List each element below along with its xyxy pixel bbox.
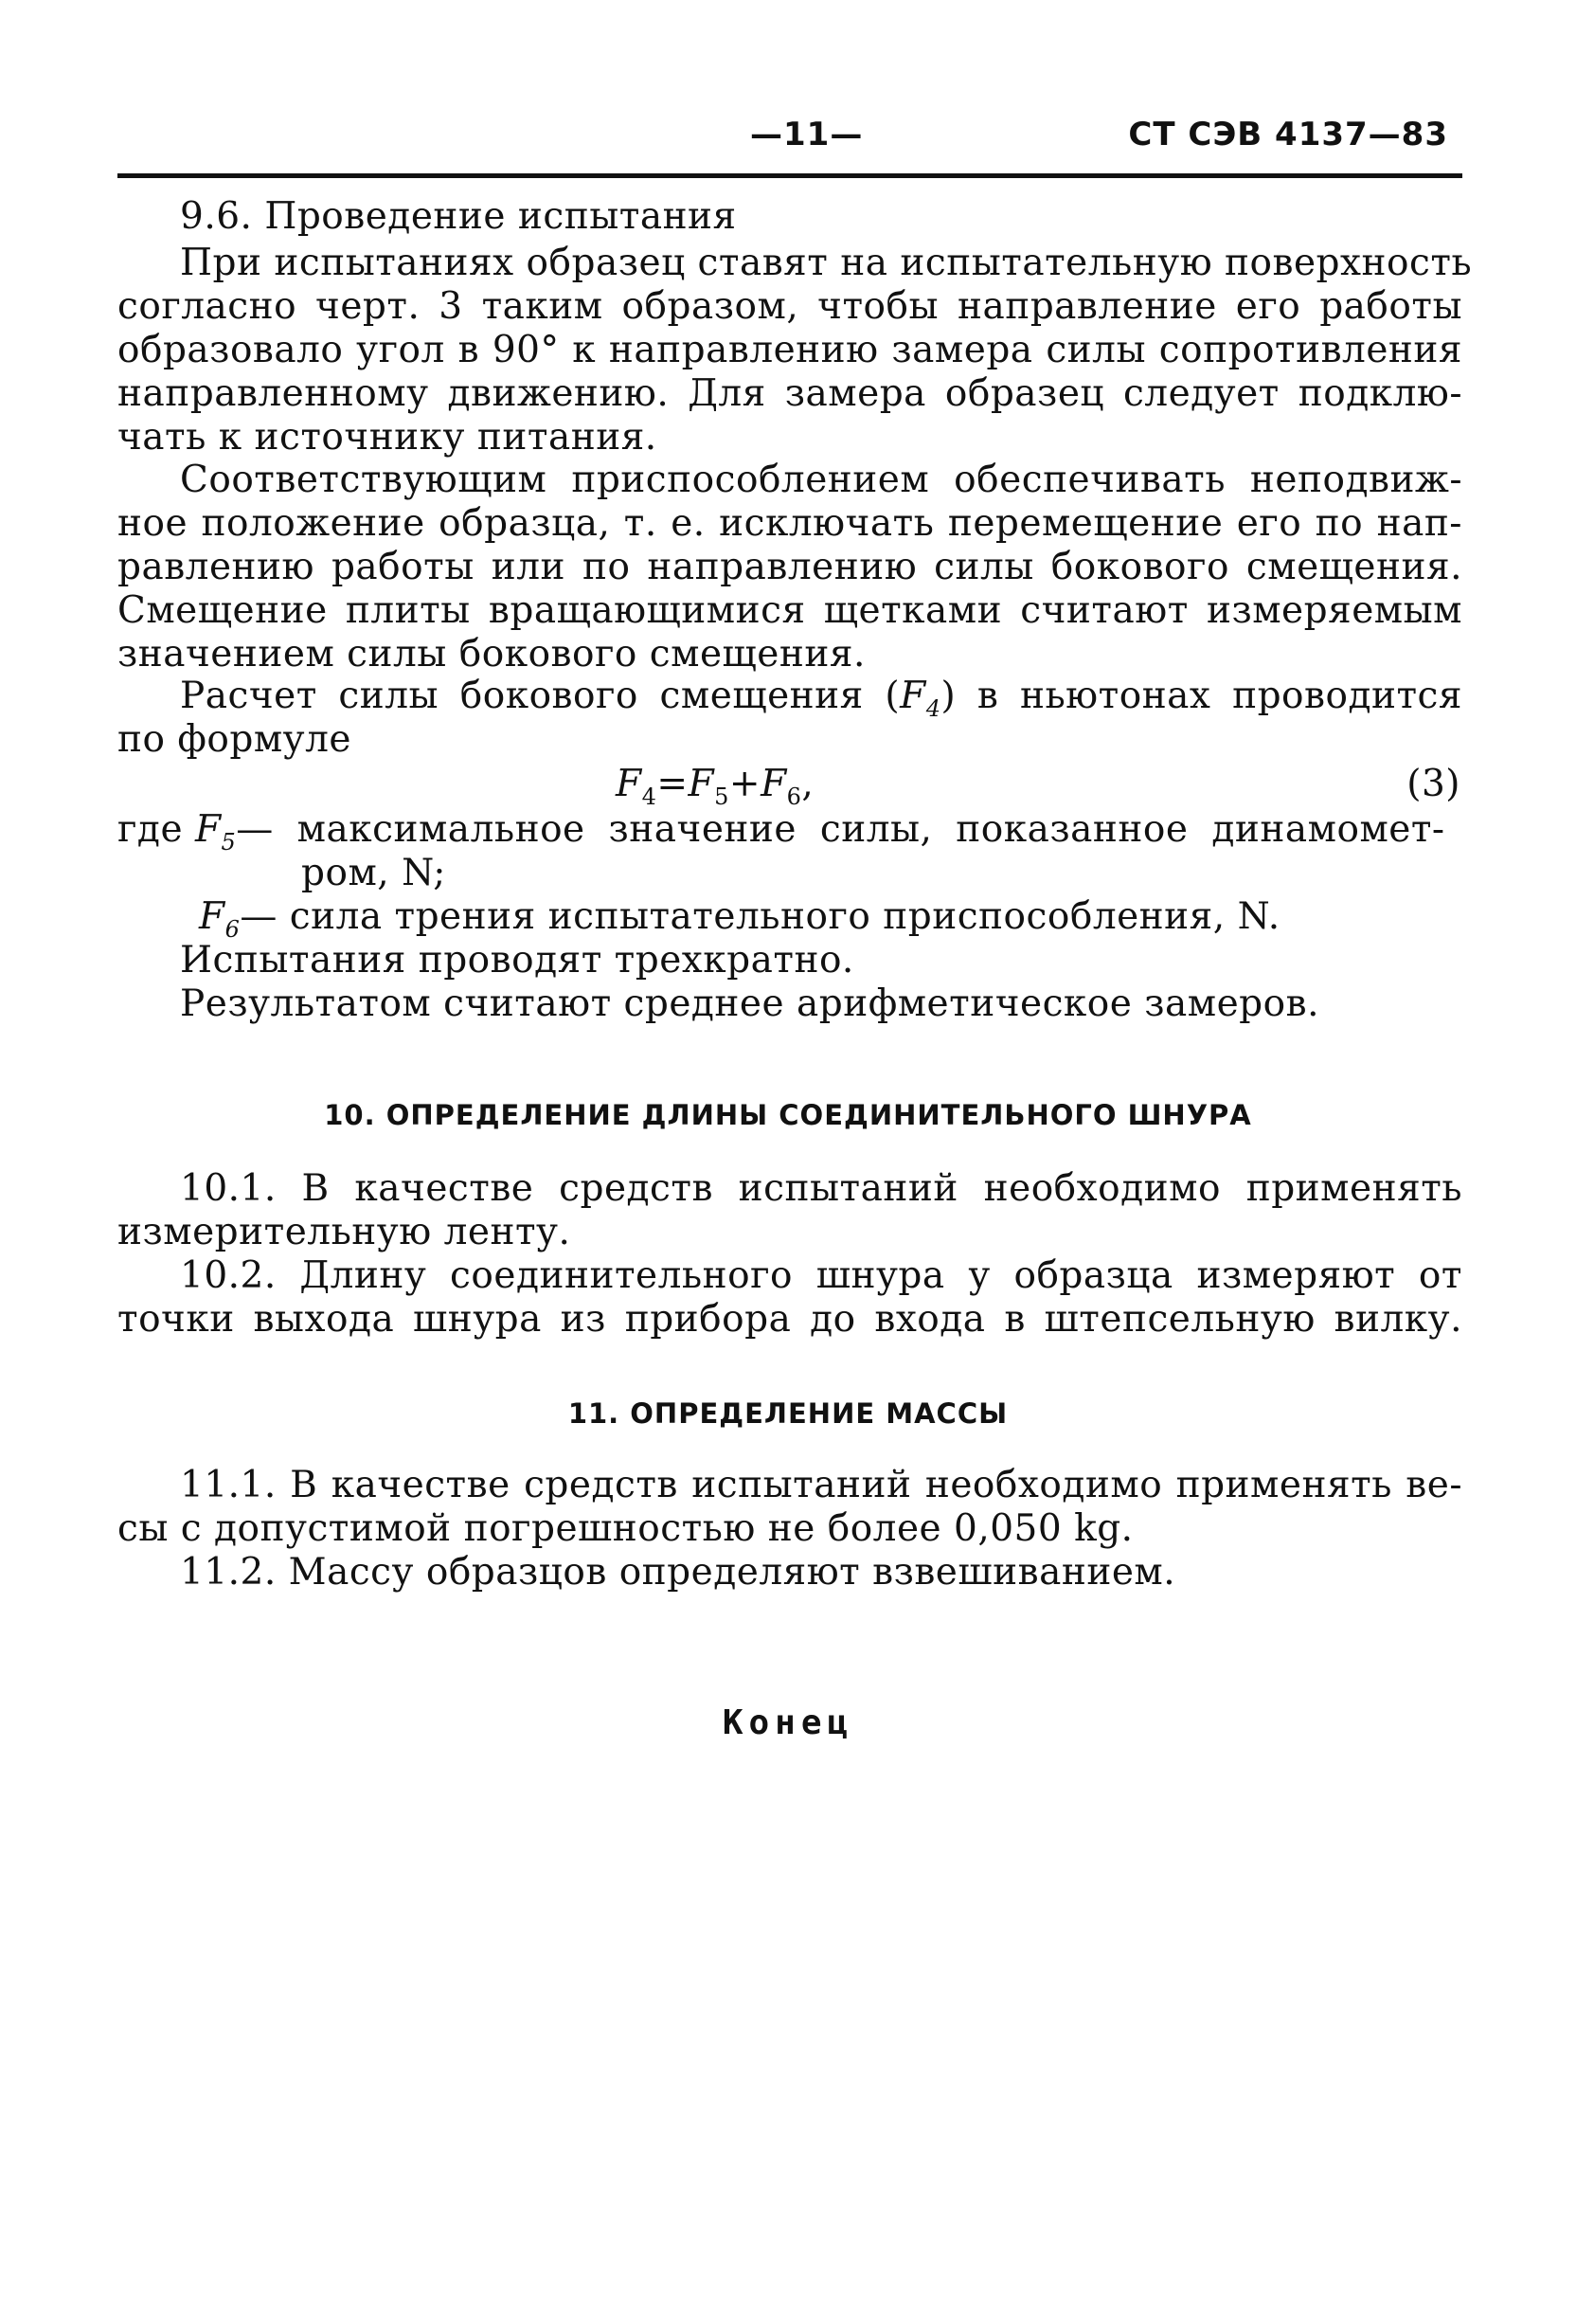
paragraph-line: 11.1. В качестве средств испытаний необходимо применять ве- [180,1464,1462,1506]
paragraph-line: При испытаниях образец ставят на испытательную поверхность [180,242,1473,284]
paragraph-line: равлению работы или по направлению силы бокового смещения. [117,546,1462,588]
variable-symbol: F [199,895,225,938]
formula-subscript: 6 [786,783,802,810]
paragraph-line: Результатом считают среднее арифметическое замеров. [180,982,1319,1025]
variable-subscript: 4 [925,694,941,722]
variable-subscript: 5 [221,828,237,856]
paragraph-line: Смещение плиты вращающимися щетками считают измеряемым [117,589,1462,632]
paragraph-line: 11.2. Массу образцов определяют взвешиванием. [180,1551,1176,1594]
formula-comma: , [801,763,815,805]
formula-subscript: 4 [641,783,657,810]
section-title-9-6: 9.6. Проведение испытания [180,195,737,238]
def-variable [199,895,241,943]
text-span: ) в ньютонах проводится [940,675,1462,717]
definition-continuation: ром, N; [301,852,446,894]
definition-text: — максимальное значение силы, показанное динамомет- [236,808,1445,851]
paragraph-line: Испытания проводят трехкратно. [180,939,854,982]
paragraph-line: сы с допустимой погрешностью не более 0,050 kg. [117,1507,1134,1550]
formula-operator: = [656,763,689,805]
paragraph-line: ное положение образца, т. е. исключать перемещение его по нап- [117,502,1462,545]
section-title-10: 10. ОПРЕДЕЛЕНИЕ ДЛИНЫ СОЕДИНИТЕЛЬНОГО ШНУРА [324,1099,1252,1131]
formula-subscript: 5 [714,783,729,810]
end-mark: Конец [722,1703,854,1742]
paragraph-line: по формуле [117,718,351,761]
paragraph-line: Соответствующим приспособлением обеспечивать неподвиж- [180,459,1462,501]
page-number: —11— [750,116,864,153]
formula-operator: + [728,763,761,805]
formula-symbol: F [688,763,715,805]
variable-symbol: F [194,808,222,851]
paragraph-line: точки выхода шнура из прибора до входа в штепсельную вилку. [117,1298,1462,1341]
variable-f4 [900,675,941,722]
formula-number: (3) [1406,763,1460,805]
paragraph-line: значением силы бокового смещения. [117,633,866,676]
variable-symbol: F [900,675,926,717]
variable-subscript: 6 [224,915,241,943]
header-rule [117,173,1462,178]
definition-text: — сила трения испытательного приспособления, N. [240,895,1280,938]
formula-symbol: F [761,763,787,805]
paragraph-line: чать к источнику питания. [117,416,657,459]
paragraph-line [180,675,1462,730]
section-title-11: 11. ОПРЕДЕЛЕНИЕ МАССЫ [567,1397,1009,1430]
text-span: Расчет силы бокового смещения ( [180,675,901,717]
paragraph-line: измерительную ленту. [117,1211,571,1253]
paragraph-line: направленному движению. Для замера образец следует подклю- [117,372,1462,415]
document-code: СТ СЭВ 4137—83 [1128,116,1448,153]
where-word: где [117,808,184,851]
def-variable [194,808,237,856]
paragraph-line: согласно черт. 3 таким образом, чтобы направление его работы [117,285,1462,328]
formula-symbol: F [616,763,642,805]
page-header [0,116,1576,163]
paragraph-line: образовало угол в 90° к направлению замера силы сопротивления [117,329,1462,371]
paragraph-line: 10.1. В качестве средств испытаний необходимо применять [180,1167,1462,1210]
paragraph-line: 10.2. Длину соединительного шнура у образца измеряют от [180,1254,1462,1297]
